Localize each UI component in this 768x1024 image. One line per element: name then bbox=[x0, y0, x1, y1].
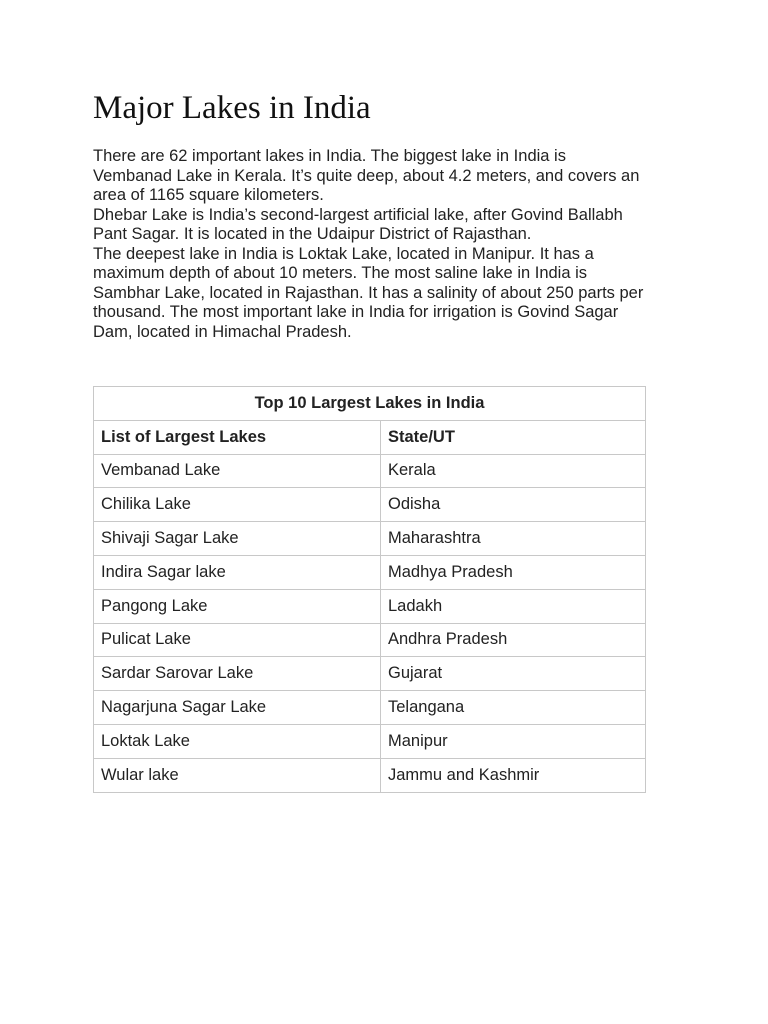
state-cell: Odisha bbox=[381, 488, 646, 522]
state-cell: Maharashtra bbox=[381, 522, 646, 556]
text-line: Pant Sagar. It is located in the Udaipur District of Rajasthan. bbox=[93, 225, 532, 243]
largest-lakes-table bbox=[93, 386, 646, 793]
table-row bbox=[94, 691, 646, 725]
page-title: Major Lakes in India bbox=[93, 90, 371, 126]
intro-text bbox=[93, 147, 693, 342]
table-header-row bbox=[94, 420, 646, 454]
text-line: Dam, located in Himachal Pradesh. bbox=[93, 322, 352, 341]
table-row bbox=[94, 623, 646, 657]
text-line: thousand. The most important lake in India for irrigation is Govind Sagar bbox=[93, 303, 619, 321]
column-header-lake: List of Largest Lakes bbox=[94, 420, 381, 454]
table-caption-row bbox=[94, 387, 646, 421]
state-cell: Telangana bbox=[381, 691, 646, 725]
lake-name-cell: Pangong Lake bbox=[94, 589, 381, 623]
lake-name-cell: Loktak Lake bbox=[94, 724, 381, 758]
lake-name-cell: Chilika Lake bbox=[94, 488, 381, 522]
table-row bbox=[94, 589, 646, 623]
state-cell: Manipur bbox=[381, 724, 646, 758]
text-line: Sambhar Lake, located in Rajasthan. It has a salinity of about 250 parts per bbox=[93, 283, 644, 302]
table-row bbox=[94, 657, 646, 691]
lake-name-cell: Shivaji Sagar Lake bbox=[94, 522, 381, 556]
state-cell: Andhra Pradesh bbox=[381, 623, 646, 657]
text-line: The deepest lake in India is Loktak Lake, located in Manipur. It has a bbox=[93, 244, 594, 263]
lake-name-cell: Vembanad Lake bbox=[94, 454, 381, 488]
column-header-state: State/UT bbox=[381, 420, 646, 454]
state-cell: Gujarat bbox=[381, 657, 646, 691]
lake-name-cell: Nagarjuna Sagar Lake bbox=[94, 691, 381, 725]
table-row bbox=[94, 454, 646, 488]
table-row bbox=[94, 488, 646, 522]
paragraph bbox=[93, 245, 693, 343]
state-cell: Madhya Pradesh bbox=[381, 555, 646, 589]
text-line: Dhebar Lake is India’s second-largest artificial lake, after Govind Ballabh bbox=[93, 205, 623, 224]
lake-name-cell: Pulicat Lake bbox=[94, 623, 381, 657]
state-cell: Kerala bbox=[381, 454, 646, 488]
state-cell: Jammu and Kashmir bbox=[381, 758, 646, 792]
table-row bbox=[94, 522, 646, 556]
paragraph bbox=[93, 147, 693, 206]
text-line: maximum depth of about 10 meters. The most saline lake in India is bbox=[93, 264, 588, 282]
table-row bbox=[94, 555, 646, 589]
text-line: Vembanad Lake in Kerala. It’s quite deep, about 4.2 meters, and covers an bbox=[93, 166, 640, 185]
text-line: area of 1165 square kilometers. bbox=[93, 186, 324, 204]
table-row bbox=[94, 758, 646, 792]
table-caption: Top 10 Largest Lakes in India bbox=[94, 387, 646, 421]
lake-name-cell: Wular lake bbox=[94, 758, 381, 792]
lake-name-cell: Indira Sagar lake bbox=[94, 555, 381, 589]
paragraph bbox=[93, 206, 693, 245]
lake-name-cell: Sardar Sarovar Lake bbox=[94, 657, 381, 691]
text-line: There are 62 important lakes in India. The biggest lake in India is bbox=[93, 147, 566, 165]
state-cell: Ladakh bbox=[381, 589, 646, 623]
table-row bbox=[94, 724, 646, 758]
